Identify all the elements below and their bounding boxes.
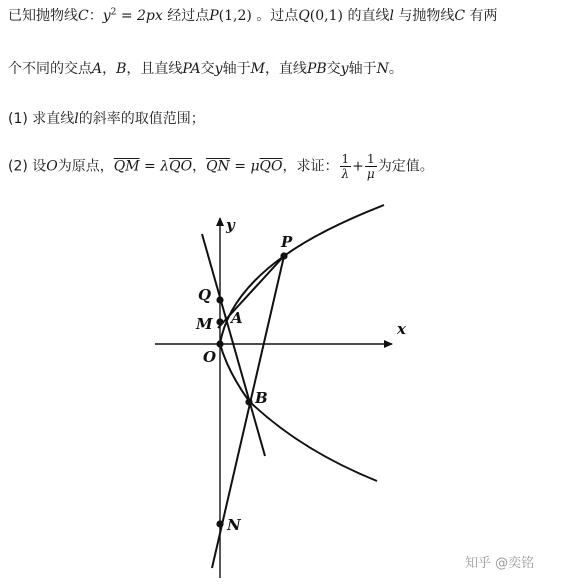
equation-y: y (102, 8, 111, 24)
text: 的直线 (343, 8, 390, 24)
text: 交 (200, 61, 215, 77)
text: 为定值。 (377, 158, 434, 175)
vector-qo: $\overline{QO}$ (169, 158, 193, 175)
point-m-label: M (196, 315, 213, 333)
point-b: B (116, 61, 127, 77)
point-n-label: N (227, 516, 241, 534)
point-o-label: O (203, 348, 217, 366)
point-a: A (92, 61, 103, 77)
text: 。 (388, 61, 403, 77)
text: 。过点 (251, 8, 299, 24)
point-b-label: B (255, 389, 268, 407)
point-n-dot (216, 520, 223, 527)
part-number: (1) (8, 111, 28, 127)
equation-exponent: 2 (110, 7, 117, 18)
axis-y: y (340, 61, 349, 77)
point-b-dot (245, 398, 252, 405)
line-l: l (389, 8, 394, 24)
curve-label: C (454, 8, 466, 24)
fraction-denominator: λ (341, 167, 350, 181)
point-a-label: A (231, 309, 243, 327)
point-p-label: P (281, 233, 293, 251)
point-q: Q (298, 8, 310, 24)
line-pb: PB (306, 61, 327, 77)
plus-sign: + (352, 158, 364, 175)
text: 交 (326, 61, 341, 77)
equation: = μ (229, 158, 260, 175)
line-pb (212, 256, 284, 568)
axis-y: y (214, 61, 223, 77)
text: 已知抛物线 (8, 8, 78, 24)
curve-label: C (78, 8, 89, 24)
fraction-denominator: μ (366, 167, 375, 181)
vector-qm: $\overline{QM}$ (113, 158, 140, 175)
point-o-dot (216, 340, 223, 347)
text: ， (192, 158, 207, 175)
text: ，且直线 (126, 61, 183, 77)
equation-rest: = 2px (116, 8, 163, 24)
x-axis-label: x (397, 320, 406, 338)
point-p-coord: (1,2) (218, 8, 252, 24)
point-q-dot (216, 296, 223, 303)
text: 设 (27, 158, 47, 175)
text: ，求证： (282, 158, 339, 175)
line-pa (218, 256, 284, 328)
line-l (202, 234, 265, 456)
text: 与抛物线 (393, 8, 455, 24)
text: ： (88, 8, 103, 24)
part-number: (2) (8, 158, 28, 175)
vector-qo: $\overline{QO}$ (259, 158, 283, 175)
point-m: M (250, 61, 265, 77)
text: 有两 (465, 8, 498, 24)
point-p-dot (280, 252, 287, 259)
vector-qn: $\overline{QN}$ (206, 158, 230, 175)
line-pa: PA (182, 61, 201, 77)
point-q-coord: (0,1) (309, 8, 343, 24)
equation: = λ (139, 158, 170, 175)
text: 经过点 (162, 8, 210, 24)
y-axis-label: y (226, 216, 235, 234)
text: 轴于 (222, 61, 251, 77)
text: ， (102, 61, 117, 77)
text: ，直线 (264, 61, 307, 77)
origin-o: O (46, 158, 58, 175)
fraction-numerator: 1 (341, 152, 350, 166)
text: 轴于 (348, 61, 377, 77)
text: 为原点， (57, 158, 114, 175)
text: 求直线 (27, 111, 75, 127)
text: 的斜率的取值范围； (78, 111, 205, 127)
point-n: N (376, 61, 389, 77)
point-q-label: Q (198, 286, 212, 304)
point-m-dot (216, 318, 223, 325)
parabola-curve (220, 205, 384, 481)
fraction-numerator: 1 (365, 152, 377, 167)
point-p: P (209, 8, 219, 24)
text: 个不同的交点 (8, 61, 92, 77)
watermark: 知乎 @奕铭 (465, 556, 535, 571)
line-l: l (74, 111, 79, 127)
